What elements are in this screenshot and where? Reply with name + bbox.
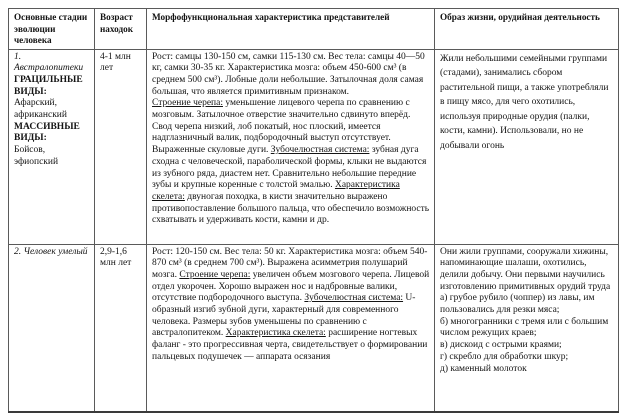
stage-line: Афарский, африканский [14, 98, 67, 121]
paragraph [440, 317, 615, 340]
text-segment: Характеристика скелета: [225, 328, 326, 339]
text-segment: уменьшение лицевого черепа по сравнению с мозговым. Затылочное отверстие значительно сдвинуто вперёд. Свод черепа низкий, лоб покатый, нос плоский, имеется надглазничный валик, подбородочный выступ отсутствует. Выраженные скуловые дуги. [152, 98, 411, 156]
text-segment: Зубочелюстная система: [304, 293, 404, 304]
column-header: Морфофункциональная характеристика представителей [147, 9, 435, 50]
stage-line: МАССИВНЫЕ ВИДЫ: [14, 121, 80, 144]
text-segment: Рост: самцы 130-150 см, самки 115-130 см. Вес тела: самцы 40—50 кг, самки 30-35 кг. Характеристика мозга: объем 450-600 см³ (в среднем 500 см³). Лобные доли небольшие. Затылочная доля самая большая, что является примитивным признаком. [152, 51, 425, 97]
column-header: Образ жизни, орудийная деятельность [435, 9, 619, 50]
stage-cell [9, 244, 95, 412]
text-segment: Жили небольшими семейными группами (стадами), занимались сбором растительной пищи, а также употребляли в пищу мясо, для чего охотились, используя природные орудия (палки, кости, камни). Использовали, но не добывали огонь [440, 53, 609, 151]
text-segment: расширение ногтевых фаланг - это прогрессивная черта, свидетельствует о формировании пальцевых подушечек — аппарата осязания [152, 328, 428, 362]
paragraph [440, 364, 615, 376]
text-segment: увеличен объем мозгового черепа. Лицевой отдел укорочен. Хорошо выражен нос и надбровные валики, отсутствие подбородочного выступа. [152, 269, 430, 304]
text-segment: Строение черепа: [152, 98, 223, 109]
text-segment: двуногая походка, в кисти значительно выражено противопоставление большого пальца, что обеспечило возможность схватывать и удерживать кости, камни и др. [152, 191, 430, 226]
column-header: Возраст находок [95, 9, 147, 50]
text-segment: U-образный изгиб зубной дуги, характерный для современного человека. Размеры зубов уменьшены по сравнению с австралопитеком. [152, 293, 416, 339]
paragraph [440, 352, 615, 364]
stage-line: 2. Человек умелый [14, 246, 88, 257]
header-row [9, 9, 619, 50]
text-segment: д) каменный молоток [440, 363, 527, 374]
table-row [9, 49, 619, 244]
paragraph [152, 247, 431, 364]
text-segment: Они жили группами, сооружали хижины, напоминающие шалаши, охотились, делили добычу. Они первыми научились изготовлению примитивных орудий труда [440, 246, 611, 292]
age-cell: 2,9-1,6 млн лет [95, 244, 147, 412]
text-segment: Характеристика скелета: [152, 180, 400, 202]
paragraph [152, 98, 431, 227]
stage-line: Бойсов, эфиопский [14, 145, 59, 167]
table-row [9, 244, 619, 412]
text-segment: зубная дуга сходна с человеческой, параболической формы, клыки не выдаются из зубного ряда, диастем нет. Сравнительно небольшие передние зубы и крупные коренные с толстой эмалью. [152, 145, 427, 191]
text-segment: в) дискоид с острыми краями; [440, 340, 562, 351]
paragraph [440, 340, 615, 352]
paragraph [440, 293, 615, 316]
text-segment: Строение черепа: [179, 269, 251, 280]
evolution-stages-table [8, 8, 619, 413]
stage-cell [9, 49, 95, 244]
paragraph [440, 52, 615, 154]
paragraph [152, 52, 431, 99]
text-segment: а) грубое рубило (чоппер) из лавы, им пользовались для резки мяса; [440, 293, 595, 316]
morphology-cell [147, 244, 435, 412]
lifestyle-cell [435, 244, 619, 412]
text-segment: г) скребло для обработки шкур; [440, 351, 569, 362]
morphology-cell [147, 49, 435, 244]
text-segment: Зубочелюстная система: [270, 145, 370, 156]
paragraph [440, 247, 615, 294]
table-body [9, 49, 619, 412]
age-cell: 4-1 млн лет [95, 49, 147, 244]
text-segment: Рост: 120-150 см. Вес тела: 50 кг. Характеристика мозга: объем 540-870 см³ (в среднем 700 см³). Выражена асимметрия полушарий мозга. [152, 246, 428, 280]
lifestyle-cell [435, 49, 619, 244]
text-segment: б) многогранники с тремя или с большим числом режущих краев; [440, 316, 609, 339]
stage-line: ГРАЦИЛЬНЫЕ ВИДЫ: [14, 74, 83, 97]
table-header [9, 9, 619, 50]
stage-line: 1. Австралопитеки [14, 51, 84, 74]
column-header: Основные стадии эволюции человека [9, 9, 95, 50]
